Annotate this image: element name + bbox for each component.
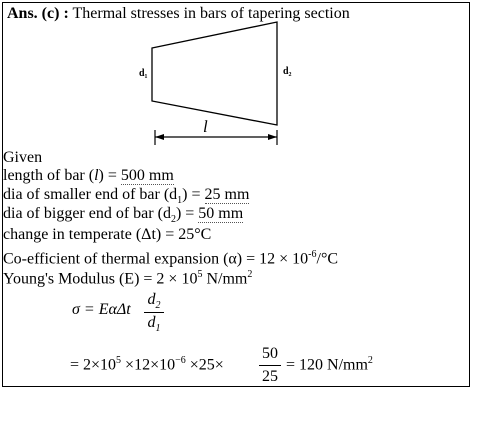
given-length-value: 500 mm — [120, 167, 174, 184]
given-d1-suffix: ) = — [182, 186, 205, 203]
formula-den-sub: 1 — [155, 323, 161, 335]
formula-fraction-bar — [144, 312, 164, 313]
calc-expr-c: ×25× — [185, 356, 224, 374]
given-alpha — [3, 246, 338, 268]
given-heading: Given — [3, 149, 43, 166]
calc-expr-b: ×12×10 — [121, 356, 176, 374]
formula-num-sub: 2 — [155, 300, 161, 312]
label-d1: d₁ — [139, 68, 148, 79]
calc-denominator: 25 — [262, 368, 278, 385]
given-E-exp: 5 — [197, 269, 203, 280]
calc-result — [286, 355, 373, 374]
calc-expr-a: = 2×10 — [70, 356, 117, 374]
calc-fraction-bar — [259, 365, 281, 366]
given-d1-sub: 1 — [177, 195, 183, 207]
given-d2-suffix: ) = — [175, 205, 199, 222]
dimension-arrow-left — [155, 134, 164, 140]
given-d2-prefix: dia of bigger end of bar (d — [3, 205, 171, 222]
given-length-prefix: length of bar ( — [3, 167, 95, 184]
given-alpha-exp: -6 — [308, 249, 317, 260]
formula-numerator — [143, 291, 165, 311]
calc-expression — [70, 355, 224, 374]
tapered-bar-shape — [152, 22, 277, 125]
given-E-text: Young's Modulus (E) = 2 × 10 — [3, 270, 198, 288]
given-length-symbol: l — [94, 167, 99, 184]
label-d2: d₂ — [283, 66, 292, 77]
answer-label: Ans. (c) : — [7, 5, 69, 22]
given-alpha-text: Co-efficient of thermal expansion (α) = 12 × 10 — [3, 250, 309, 268]
calc-numerator: 50 — [262, 345, 278, 362]
calc-result-text: = 120 N/mm — [286, 356, 368, 374]
formula-den: d — [147, 314, 156, 331]
formula-num: d — [147, 291, 156, 308]
calc-result-exp: 2 — [367, 355, 373, 366]
given-youngs-modulus — [3, 266, 252, 288]
given-d2-value: 50 mm — [198, 205, 244, 222]
answer-title: Thermal stresses in bars of tapering section — [72, 5, 350, 22]
formula-lhs: σ = EαΔt — [72, 301, 131, 318]
label-length: l — [203, 117, 208, 136]
dimension-arrow-right — [268, 134, 277, 140]
formula-denominator — [143, 314, 165, 334]
given-delta-t: change in temperate (Δt) = 25°C — [3, 226, 212, 243]
given-E-unit: N/mm — [202, 270, 248, 288]
given-d1-value: 25 mm — [204, 186, 250, 203]
given-d1-prefix: dia of smaller end of bar (d — [3, 186, 178, 203]
given-length — [3, 167, 174, 185]
given-length-suffix: ) = — [98, 167, 121, 184]
given-d2-sub: 2 — [170, 214, 176, 226]
calc-exp-b: −6 — [175, 355, 186, 366]
given-E-unit-exp: 2 — [247, 269, 253, 280]
given-alpha-unit: /°C — [316, 250, 339, 268]
calc-exp-a: 5 — [116, 355, 122, 366]
